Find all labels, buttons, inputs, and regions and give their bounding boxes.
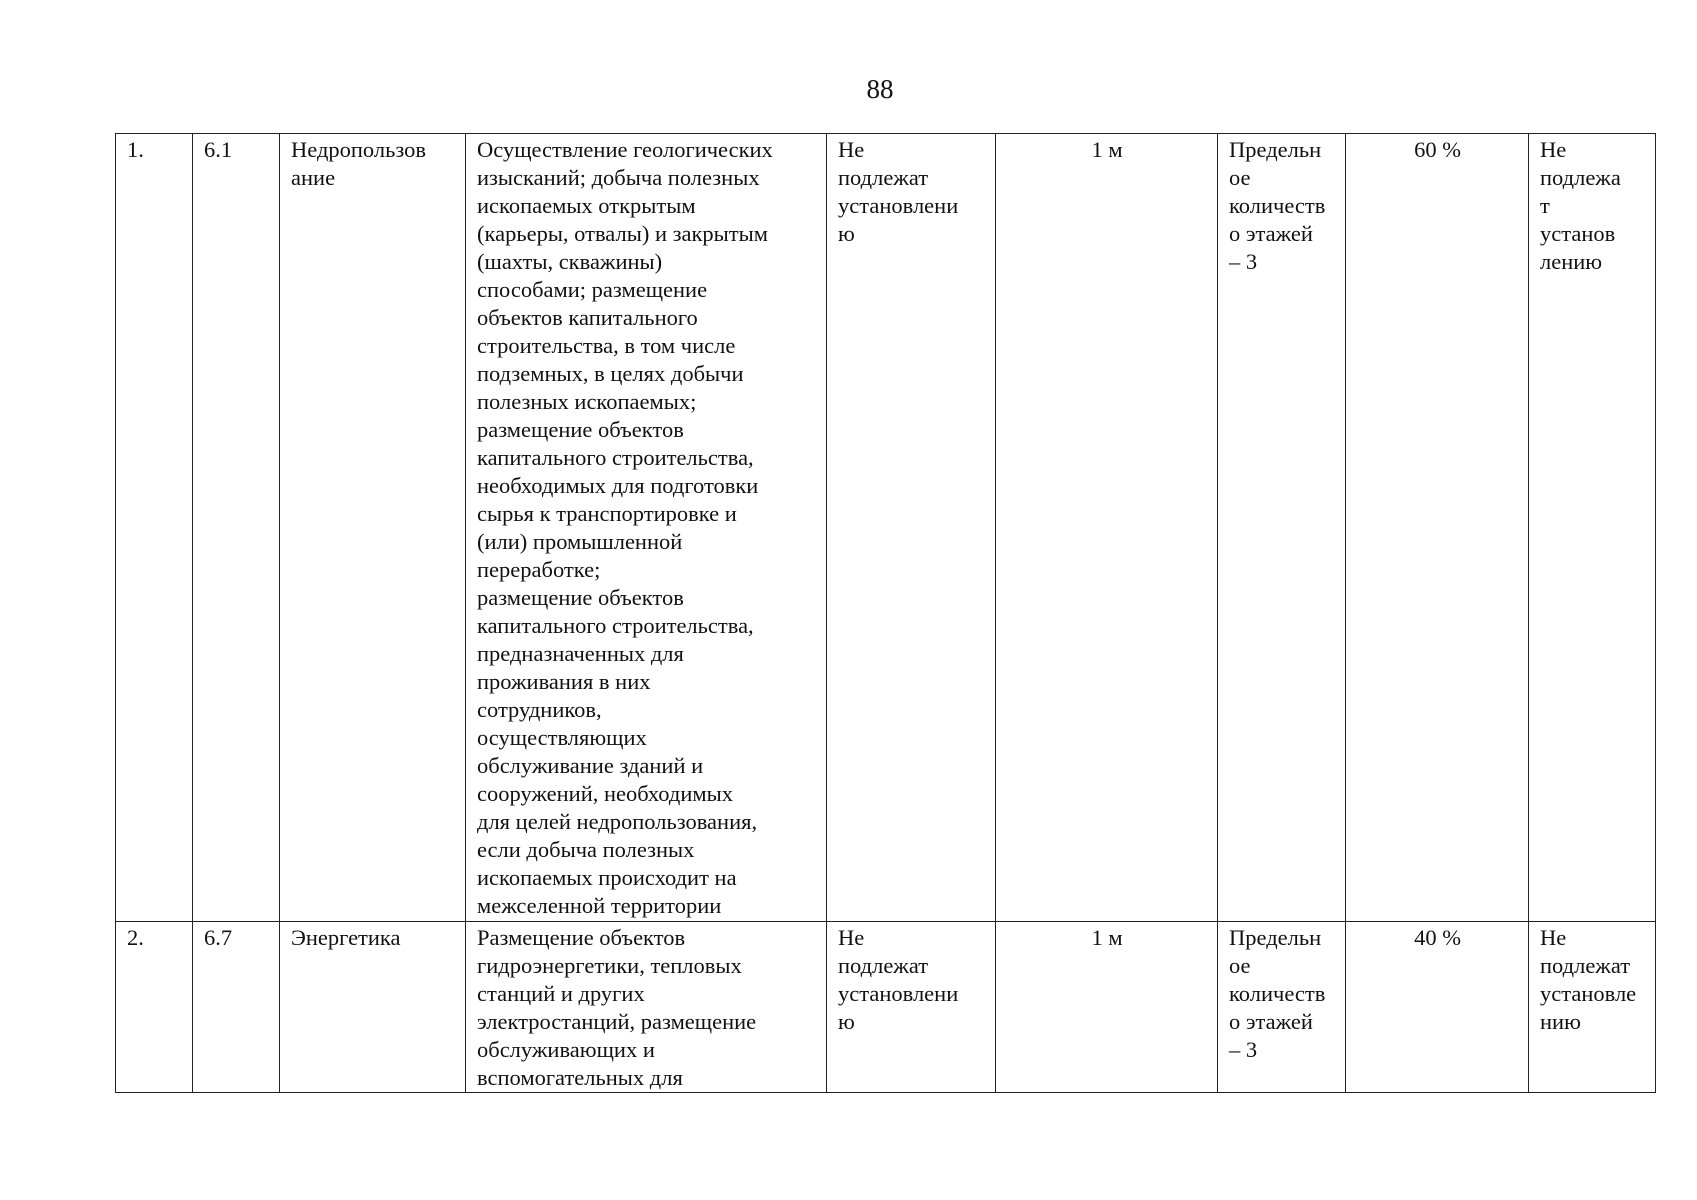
use-code-cell: 6.7 bbox=[193, 922, 280, 1093]
table-row bbox=[116, 922, 1656, 1093]
use-description-cell: Осуществление геологических изысканий; добыча полезных ископаемых открытым (карьеры, отвалы) и закрытым (шахты, скважины) способами; размещение объектов капитального строительства, в том числе подземных, в целях добычи полезных ископаемых; размещение объектов капитального строительства, необходимых для подготовки сырья к транспортировке и (или) промышленной переработке; размещение объектов капитального строительства, предназначенных для проживания в них сотрудников, осуществляющих обслуживание зданий и сооружений, необходимых для целей недропользования, если добыча полезных ископаемых происходит на межселенной территории bbox=[466, 134, 827, 922]
regulations-table bbox=[115, 133, 1656, 1093]
coverage-cell: 40 % bbox=[1346, 922, 1529, 1093]
plot-area-cell: Не подлежат установлени ю bbox=[827, 922, 996, 1093]
row-number-cell: 2. bbox=[116, 922, 193, 1093]
use-description-cell: Размещение объектов гидроэнергетики, тепловых станций и других электростанций, размещение обслуживающих и вспомогательных для bbox=[466, 922, 827, 1093]
table-row bbox=[116, 134, 1656, 922]
setback-cell: 1 м bbox=[996, 134, 1218, 922]
floors-cell: Предельн ое количеств о этажей – 3 bbox=[1218, 134, 1346, 922]
setback-cell: 1 м bbox=[996, 922, 1218, 1093]
coverage-cell: 60 % bbox=[1346, 134, 1529, 922]
page-number: 88 bbox=[866, 74, 894, 104]
use-code-cell: 6.1 bbox=[193, 134, 280, 922]
floors-cell: Предельн ое количеств о этажей – 3 bbox=[1218, 922, 1346, 1093]
use-name-cell: Энергетика bbox=[280, 922, 466, 1093]
other-params-cell: Не подлежа т установ лению bbox=[1529, 134, 1656, 922]
row-number-cell: 1. bbox=[116, 134, 193, 922]
use-name-cell: Недропользов ание bbox=[280, 134, 466, 922]
other-params-cell: Не подлежат установле нию bbox=[1529, 922, 1656, 1093]
plot-area-cell: Не подлежат установлени ю bbox=[827, 134, 996, 922]
